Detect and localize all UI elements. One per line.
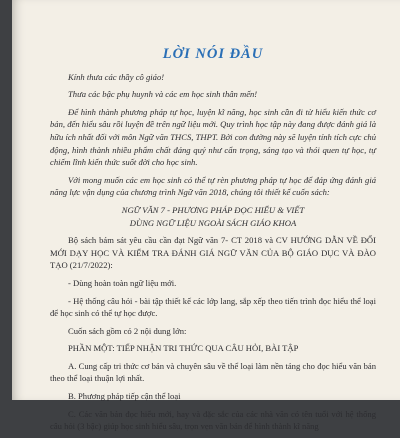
greeting-teachers: Kính thưa các thầy cô giáo! — [68, 71, 165, 82]
bullet-question-system: - Hệ thống câu hỏi - bài tập thiết kế các lớp lang, sắp xếp theo tiến trình đọc hiểu thể loại để học sinh có thể tự học được. — [50, 295, 376, 319]
part-one-heading: PHẦN MỘT: TIẾP NHẬN TRI THỨC QUA CÂU HỎI, BÀI TẬP — [68, 343, 299, 354]
item-b: B. Phương pháp tiếp cận thể loại — [68, 391, 181, 402]
book-title-line-1: NGỮ VĂN 7 - PHƯƠNG PHÁP ĐỌC HIỂU & VIẾT — [121, 204, 305, 215]
item-a: A. Cung cấp tri thức cơ bản và chuyên sâu về thể loại làm nền tảng cho đọc hiểu văn bản theo thể loại thuận lợi nhất. — [50, 360, 376, 384]
book-page — [12, 0, 400, 432]
page-content — [50, 48, 376, 438]
page-title: LỜI NÓI ĐẦU — [162, 46, 264, 62]
contents-intro: Cuốn sách gồm có 2 nội dung lớn: — [68, 325, 187, 336]
purpose-paragraph: Với mong muốn các em học sinh có thể tự rèn phương pháp tự học để đáp ứng đánh giá năng lực vận dụng của chương trình Ngữ văn 2018, chúng tôi thiết kế cuốn sách: — [50, 174, 376, 198]
item-c: C. Các văn bản đọc hiểu mới, hay và đặc sắc của các nhà văn có tên tuổi với hệ thống câu hỏi (3 bậc) giúp học sinh hiểu sâu, trọn vẹn văn bản để hình thành kĩ năng — [50, 408, 376, 432]
book-title-line-2: DÙNG NGỮ LIỆU NGOÀI SÁCH GIÁO KHOA — [129, 217, 297, 228]
intro-paragraph: Để hình thành phương pháp tự học, luyện kĩ năng, học sinh cần đi từ hiểu kiến thức cơ bản, đến hiểu sâu rồi luyện đề trên ngữ liệu mới. Quy trình học tập này đang được đánh giá là hữu ích nhất đối với môn Ngữ văn THCS, THPT. Bởi con đường này sẽ luyện tính tích cực chủ động, hình thành nhiều phẩm chất đáng quý như cẩn trọng, sáng tạo và thói quen tự học, tự chiếm lĩnh kiến thức suốt đời cho học sinh. — [50, 106, 376, 168]
greeting-parents: Thưa các bậc phụ huynh và các em học sinh thân mến! — [68, 89, 258, 100]
alignment-paragraph: Bộ sách bám sát yêu cầu cần đạt Ngữ văn 7- CT 2018 và CV HƯỚNG DẪN VỀ ĐỔI MỚI DẠY HỌC VÀ KIỂM TRA ĐÁNH GIÁ NGỮ VĂN CỦA BỘ GIÁO DỤC VÀ ĐÀO TẠO (21/7/2022): — [50, 235, 376, 271]
bullet-new-material: - Dùng hoàn toàn ngữ liệu mới. — [68, 277, 177, 288]
